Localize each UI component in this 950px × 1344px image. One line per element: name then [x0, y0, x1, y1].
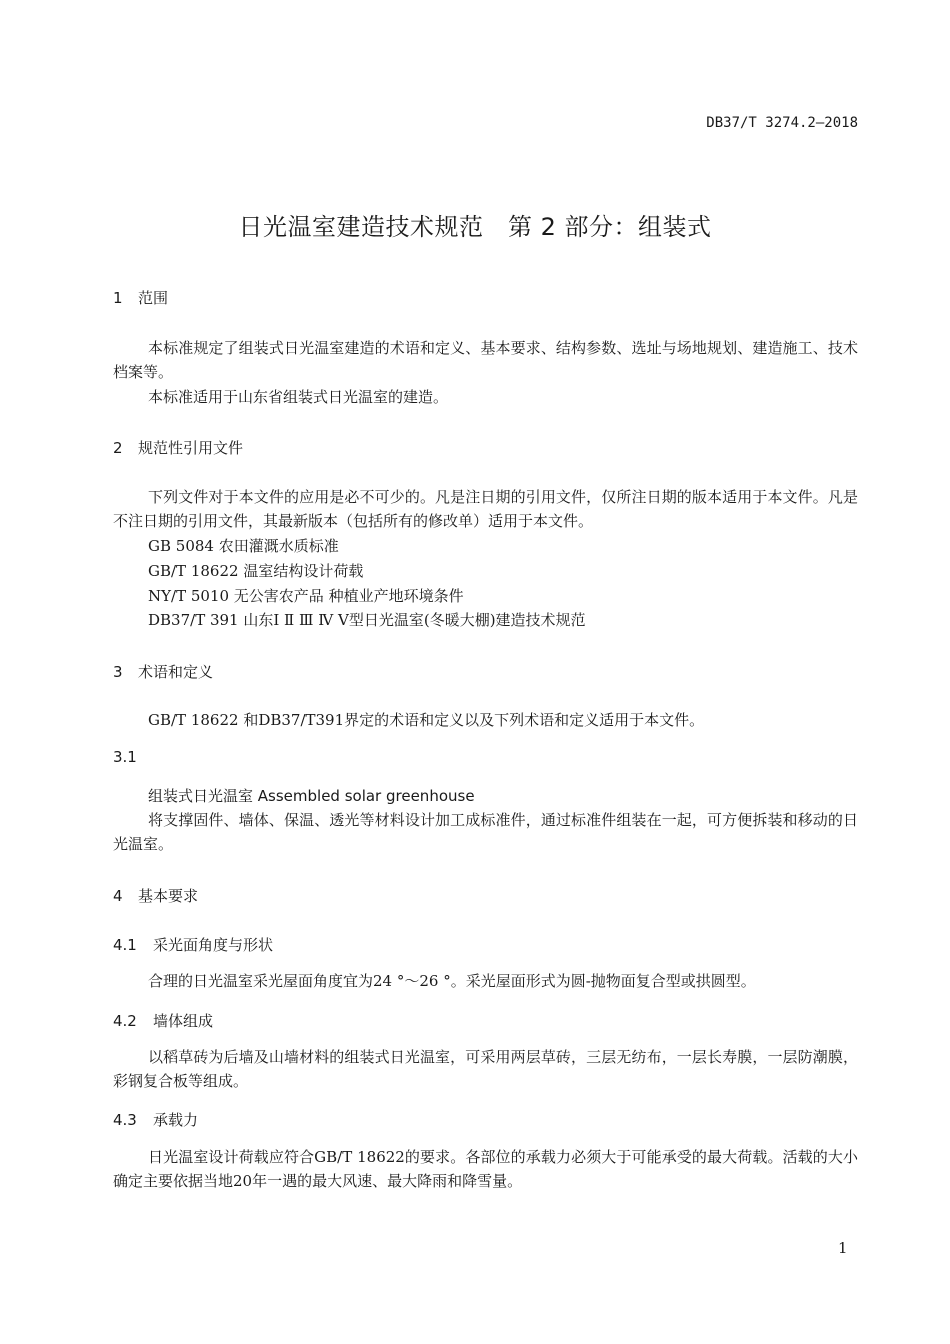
subsection-number: 4.1 [113, 936, 137, 954]
paragraph: 下列文件对于本文件的应用是必不可少的。凡是注日期的引用文件，仅所注日期的版本适用于本文件。凡是不注日期的引用文件，其最新版本（包括所有的修改单）适用于本文件。 [113, 488, 858, 530]
section-number: 1 [113, 289, 123, 307]
subsection-4-3-heading [113, 1109, 198, 1130]
reference-item: DB37/T 391 山东Ⅰ Ⅱ Ⅲ Ⅳ Ⅴ型日光温室(冬暖大棚)建造技术规范 [148, 611, 586, 629]
paragraph: GB/T 18622 和DB37/T391界定的术语和定义以及下列术语和定义适用于本文件。 [148, 711, 705, 729]
section-number: 2 [113, 439, 123, 457]
section-3-heading [113, 661, 213, 682]
term-definition: 将支撑固件、墙体、保温、透光等材料设计加工成标准件，通过标准件组装在一起，可方便拆装和移动的日光温室。 [113, 811, 858, 853]
page-number: 1 [838, 1239, 848, 1257]
paragraph: 合理的日光温室采光屋面角度宜为24 °～26 °。采光屋面形式为圆-抛物面复合型或拱圆型。 [148, 972, 756, 990]
subsection-number: 3.1 [113, 748, 137, 766]
subsection-title: 墙体组成 [153, 1012, 214, 1030]
subsection-number: 4.3 [113, 1111, 137, 1129]
subsection-number: 4.2 [113, 1012, 137, 1030]
section-number: 3 [113, 663, 123, 681]
paragraph: 本标准适用于山东省组装式日光温室的建造。 [148, 388, 449, 406]
section-title: 术语和定义 [138, 663, 214, 681]
section-2-heading [113, 437, 243, 458]
document-code: DB37/T 3274.2—2018 [706, 115, 858, 131]
paragraph: 本标准规定了组装式日光温室建造的术语和定义、基本要求、结构参数、选址与场地规划、建造施工、技术档案等。 [113, 339, 858, 381]
term-heading: 组装式日光温室 Assembled solar greenhouse [148, 787, 475, 805]
section-title: 基本要求 [138, 887, 199, 905]
reference-item: GB 5084 农田灌溉水质标准 [148, 537, 339, 555]
section-4-heading [113, 885, 198, 906]
reference-item: GB/T 18622 温室结构设计荷载 [148, 562, 364, 580]
section-1-heading [113, 287, 168, 308]
section-title: 范围 [138, 289, 169, 307]
subsection-4-1-heading [113, 934, 273, 955]
subsection-4-2-heading [113, 1010, 213, 1031]
reference-item: NY/T 5010 无公害农产品 种植业产地环境条件 [148, 587, 464, 605]
subsection-title: 采光面角度与形状 [153, 936, 274, 954]
document-title: 日光温室建造技术规范 第 2 部分：组装式 [238, 213, 712, 241]
section-number: 4 [113, 887, 123, 905]
paragraph: 日光温室设计荷载应符合GB/T 18622的要求。各部位的承载力必须大于可能承受的最大荷载。活载的大小确定主要依据当地20年一遇的最大风速、最大降雨和降雪量。 [113, 1148, 858, 1190]
subsection-title: 承载力 [153, 1111, 199, 1129]
section-title: 规范性引用文件 [138, 439, 244, 457]
paragraph: 以稻草砖为后墙及山墙材料的组装式日光温室，可采用两层草砖，三层无纺布，一层长寿膜，一层防潮膜，彩钢复合板等组成。 [113, 1048, 858, 1090]
